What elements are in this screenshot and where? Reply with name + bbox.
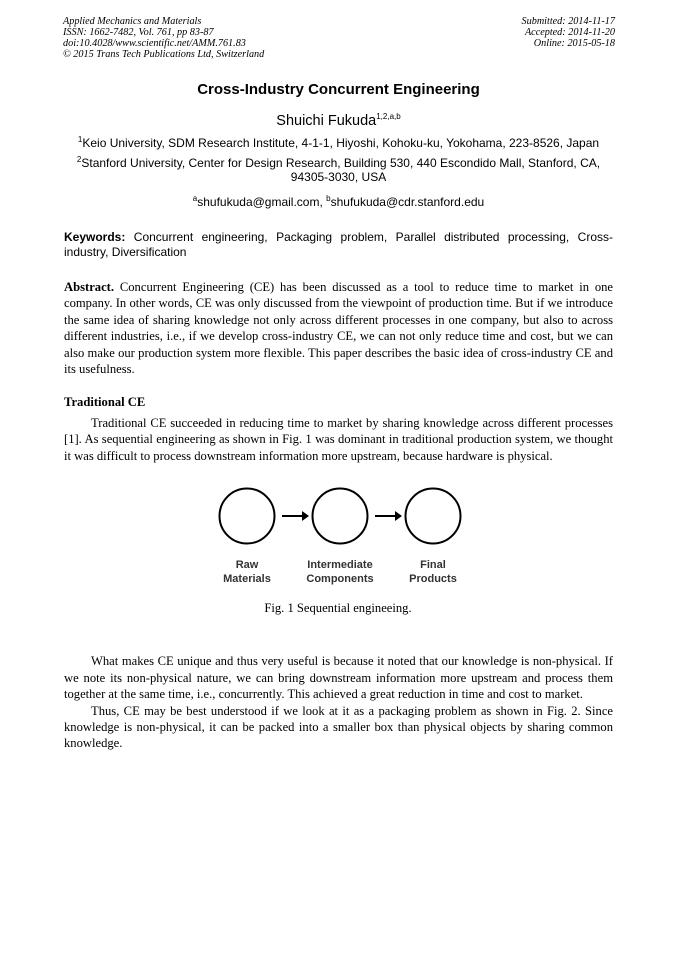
email-line (64, 195, 613, 209)
accepted-date: Accepted: 2014-11-20 (524, 27, 615, 38)
journal-copyright: © 2015 Trans Tech Publications Ltd, Switzerland (63, 49, 265, 60)
label-materials: Materials (223, 573, 271, 586)
affiliation-1-text: Keio University, SDM Research Institute, 4-1-1, Hiyoshi, Kohoku-ku, Yokohama, 223-8526, Japan (82, 136, 600, 150)
label-intermediate: Intermediate (307, 559, 373, 572)
keywords (64, 230, 613, 260)
affiliation-2-text: Stanford University, Center for Design Research, Building 530, 440 Escondido Mall, Stanford, CA, 94305-3030, USA (81, 155, 601, 184)
affiliation-2-sup: 2 (76, 154, 82, 164)
journal-info (63, 16, 264, 60)
sequential-diagram (64, 486, 613, 634)
intermediate-components-circle (313, 489, 368, 544)
journal-issn: ISSN: 1662-7482, Vol. 761, pp 83-87 (63, 27, 214, 38)
email-b[interactable]: shufukuda@cdr.stanford.edu (330, 194, 485, 209)
label-raw: Raw (235, 559, 259, 572)
journal-name: Applied Mechanics and Materials (63, 16, 202, 27)
abstract-text: Concurrent Engineering (CE) has been discussed as a tool to reduce time to market in one company. In other words, CE was only discussed from the viewpoint of production time. But if we introduce the same idea of sharing knowledge not only across different processes in one company, but also to across different industries, i.e., if we develop cross-industry CE, we can not only reduce time and cost, but we can also make our production system more flexible. This paper describes the basic idea of cross-industry CE and its usefulness. (64, 279, 614, 377)
section-heading: Traditional CE (64, 395, 146, 410)
author-line (64, 112, 613, 130)
affiliation-1 (64, 136, 613, 151)
email-b-sup: b (326, 193, 331, 203)
journal-doi: doi:10.4028/www.scientific.net/AMM.761.83 (63, 38, 246, 49)
author-sup: 1,2,a,b (376, 112, 401, 122)
arrow-1 (282, 511, 309, 521)
arrow-2 (375, 511, 402, 521)
online-date: Online: 2015-05-18 (533, 38, 615, 49)
keywords-label: Keywords: (64, 229, 126, 244)
paper-body (64, 80, 613, 752)
raw-materials-circle (220, 489, 275, 544)
label-final: Final (420, 559, 446, 572)
email-a-sup: a (192, 193, 198, 203)
keywords-text: Concurrent engineering, Packaging problem, Parallel distributed processing, Cross-industry, Diversification (64, 229, 613, 259)
submission-dates (522, 16, 615, 49)
final-products-circle (406, 489, 461, 544)
abstract (64, 279, 613, 379)
figure-caption: Fig. 1 Sequential engineeing. (264, 601, 412, 616)
abstract-label: Abstract. (64, 279, 115, 294)
paragraph: Thus, CE may be best understood if we look at it as a packaging problem as shown in Fig. 2. Since knowledge is non-physical, it can be packed into a smaller box than physical objects by sharing common knowledge. (64, 703, 613, 751)
label-products: Products (409, 573, 457, 586)
author-name: Shuichi Fukuda (276, 113, 377, 129)
affiliation-1-sup: 1 (77, 135, 83, 144)
paragraph: Traditional CE succeeded in reducing time to market by sharing knowledge across different processes [1]. As sequential engineering as shown in Fig. 1 was dominant in traditional production system, we thought it was difficult to process downstream information more upstream, because hardware is physical. (64, 416, 613, 463)
paper-title: Cross-Industry Concurrent Engineering (197, 81, 480, 98)
label-components: Components (306, 573, 374, 586)
affiliation-2 (64, 156, 613, 185)
email-a[interactable]: shufukuda@gmail.com, (197, 194, 327, 209)
figure-1 (64, 486, 613, 634)
submitted-date: Submitted: 2014-11-17 (521, 16, 615, 27)
paragraph: What makes CE unique and thus very useful is because it noted that our knowledge is non-physical. If we note its non-physical nature, we can bring downstream information more upstream and process them together at the same time, i.e., concurrently. This achieved a great reduction in time and cost to market. (64, 654, 613, 702)
